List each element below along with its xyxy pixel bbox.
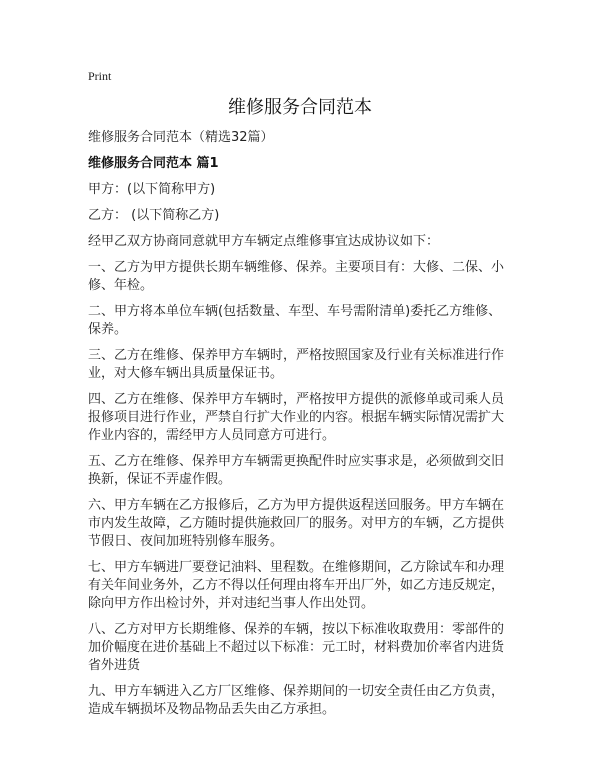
paragraph: 四、乙方在维修、保养甲方车辆时，严格按甲方提供的派修单或司乘人员报修项目进行作业，严禁自行扩大作业的内容。根据车辆实际情况需扩大作业内容的，需经甲方人员同意方可进行。: [88, 392, 505, 443]
paragraph: 经甲乙双方协商同意就甲方车辆定点维修事宜达成协议如下：: [88, 234, 440, 249]
paragraph: 二、甲方将本单位车辆(包括数量、车型、车号需附清单)委托乙方维修、保养。: [88, 304, 502, 337]
paragraph: 一、乙方为甲方提供长期车辆维修、保养。主要项目有：大修、二保、小修、年检。: [88, 260, 505, 293]
paragraph: 九、甲方车辆进入乙方厂区维修、保养期间的一切安全责任由乙方负责，造成车辆损坏及物品物品丢失由乙方承担。: [88, 684, 505, 717]
paragraph: 七、甲方车辆进厂要登记油料、里程数。在维修期间，乙方除试车和办理有关年间业务外，乙方不得以任何理由将车开出厂外，如乙方违反规定，除向甲方作出检讨外，并对违纪当事人作出处罚。: [88, 560, 505, 611]
paragraph: 乙方： (以下简称乙方): [88, 208, 220, 223]
paragraph: 八、乙方对甲方长期维修、保养的车辆，按以下标准收取费用：零部件的加价幅度在进价基础上不超过以下标准：元工时，材料费加价率省内进货省外进货: [88, 622, 505, 673]
paragraph: 甲方：(以下简称甲方): [88, 182, 216, 197]
section-heading: 维修服务合同范本 篇1: [88, 156, 219, 171]
print-link[interactable]: Print: [88, 69, 112, 83]
paragraph: 三、乙方在维修、保养甲方车辆时，严格按照国家及行业有关标准进行作业，对大修车辆出具质量保证书。: [88, 348, 505, 381]
paragraph: 六、甲方车辆在乙方报修后，乙方为甲方提供返程送回服务。甲方车辆在市内发生故障，乙方随时提供施救回厂的服务。对甲方的车辆，乙方提供节假日、夜间加班特别修车服务。: [88, 498, 505, 549]
document-title: 维修服务合同范本: [228, 97, 372, 118]
paragraph: 五、乙方在维修、保养甲方车辆需更换配件时应实事求是，必须做到交旧换新，保证不弄虚作假。: [88, 454, 505, 487]
document-subtitle: 维修服务合同范本（精选32篇）: [88, 130, 274, 145]
